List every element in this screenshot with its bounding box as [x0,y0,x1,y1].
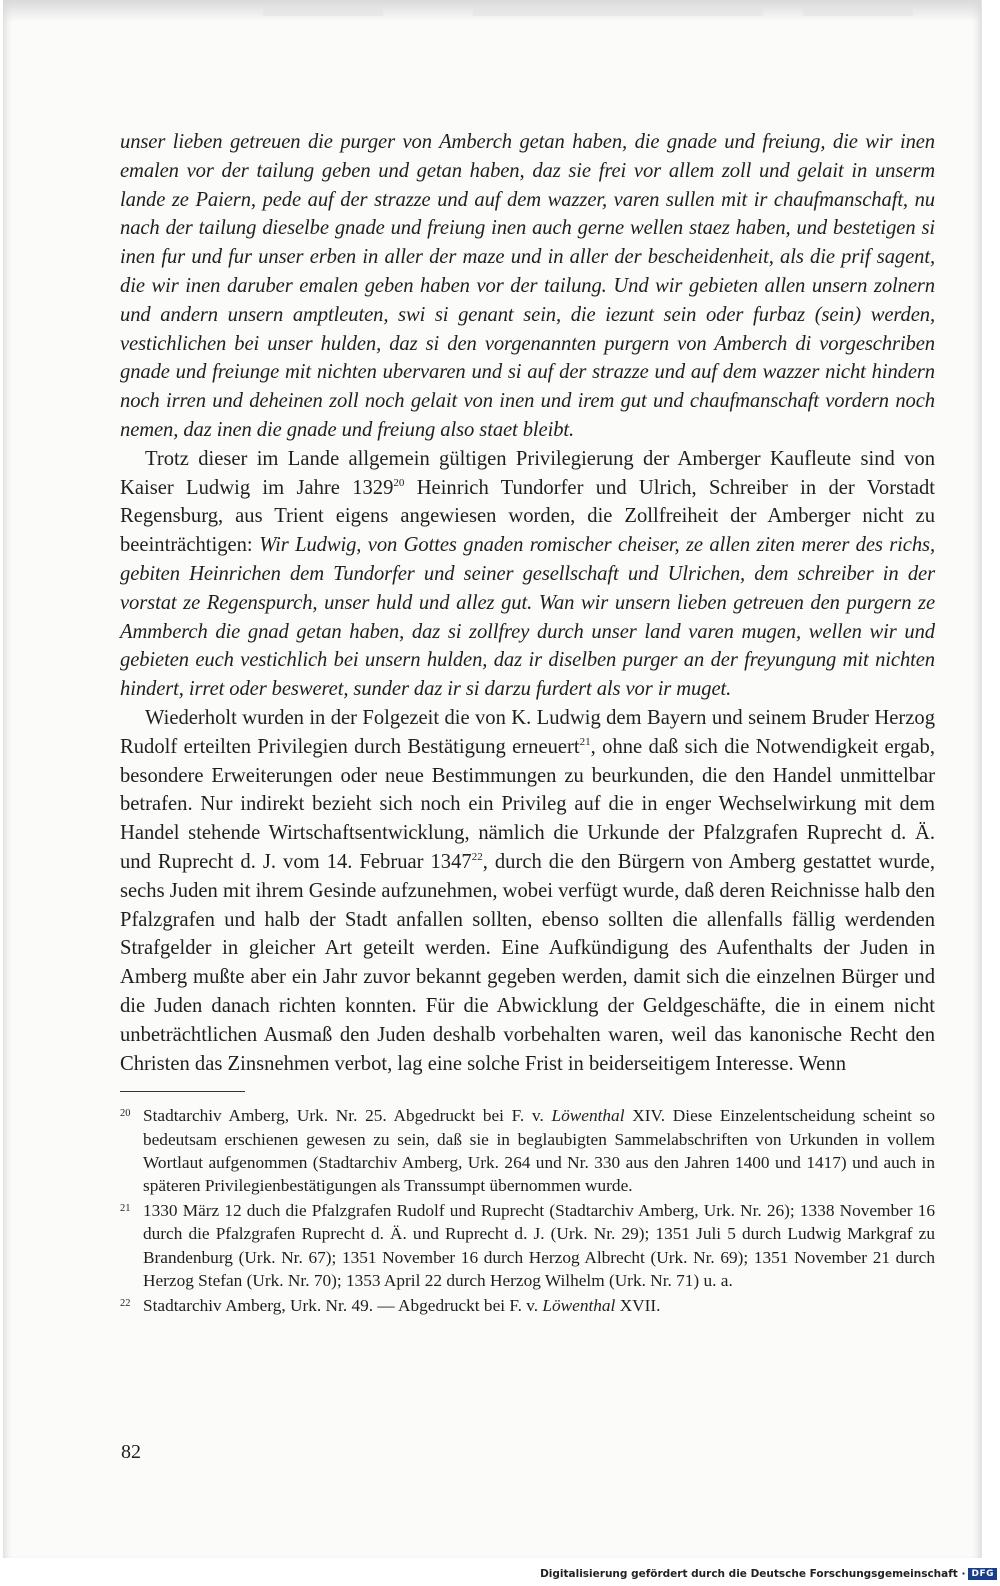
footnote-21 [120,1199,935,1292]
body-text: Trotz dieser im Lande allgemein gültigen Privilegierung der Amberger Kaufleute sind von Kaiser Ludwig im Jahre 1329 [120,447,935,499]
body-text: Heinrich Tundorfer und Ulrich, Schreiber in der Vorstadt Regensburg, aus Trient eigens angewiesen worden, die Zollfreiheit der Amberger nicht zu beeinträchtigen: [120,476,935,557]
footnote-ref-22[interactable]: 22 [471,851,483,864]
page-number: 82 [121,1441,141,1463]
bleed-through-mark [263,6,383,16]
footnote-ref-20[interactable]: 20 [393,476,405,489]
bleed-through-mark [803,6,913,16]
credit-text: Digitalisierung gefördert durch die Deutsche Forschungsgemeinschaft · [540,1568,966,1580]
footnote-text: XIV. Diese Einzelentscheidung scheint so bedeutsam erschienen gewesen zu sein, daß sie in beglaubigten Sammelabschriften von Urkunden in vollem Wortlaut aufgenommen (Stadtarchiv Amberg, Urk. 264 und Nr. 330 aus den Jahren 1400 und 1417) und auch in späteren Privilegienbestätigungen als Transsumpt übernommen wurde. [143,1106,935,1195]
quoted-charter-text: unser lieben getreuen die purger von Amberch getan haben, die gnade und freiung, die wir inen emalen vor der tailung geben und getan haben, daz sie frei vor allem zoll und gelait in unserm lande ze Paiern, pede auf der strazze und auf dem wazzer, varen sullen mit ir chaufmanschaft, nu nach der tailung dieselbe gnade und freiung inen auch gerne wellen staez haben, und bestetigen si inen fur und fur unser erben in aller der maze und in aller der bescheidenheit, als die prif sagent, die wir inen daruber emalen geben haben vor der tailung. Und wir gebieten allen unsern zolnern und andern unsern amptleuten, swi si genant sein, die iezunt sein oder furbaz (sein) werden, vestichlichen bei unser hulden, daz si den vorgenannten purgern von Amberch di vorgeschriben gnade und freiunge mit nichten ubervaren und si auf der strazze und auf dem wazzer nicht hindern noch irren und deheinen zoll noch gelait von inen und irem gut und chaufmanschaft vordern noch nemen, daz inen die gnade und freiung also staet bleibt. [120,131,935,441]
footnote-20 [120,1104,935,1197]
page-body [120,128,935,1319]
author-name: Löwenthal [542,1295,616,1315]
footnote-number: 20 [120,1108,131,1120]
digitization-credit [540,1565,997,1583]
body-text: , ohne daß sich die Notwendigkeit ergab, besondere Erweiterungen oder neue Bestimmungen zu beurkunden, die den Handel unmittelbar betrafen. Nur indirekt bezieht sich noch ein Privileg auf die in enger Wechselwirkung mit dem Handel stehende Wirtschaftsentwicklung, nämlich die Urkunde der Pfalzgrafen Ruprecht d. Ä. und Ruprecht d. J. vom 14. Februar 1347 [120,735,935,873]
footnote-text: 1330 März 12 duch die Pfalzgrafen Rudolf und Ruprecht (Stadtarchiv Amberg, Urk. Nr. 26); 1338 November 16 durch die Pfalzgrafen Ruprecht d. Ä. und Ruprecht d. J. (Urk. Nr. 29); 1351 Juli 5 durch Ludwig Markgraf zu Brandenburg (Urk. Nr. 67); 1351 November 16 durch Herzog Albrecht (Urk. Nr. 69); 1351 November 21 durch Herzog Stefan (Urk. Nr. 70); 1353 April 22 durch Herzog Wilhelm (Urk. Nr. 71) u. a. [143,1201,935,1290]
quoted-charter-text: Wir Ludwig, von Gottes gnaden romischer cheiser, ze allen ziten merer des richs, gebiten Heinrichen dem Tundorfer und seiner gesellschaft und Ulrichen, dem schreiber in der vorstat ze Regenspurch, unser huld und allez gut. Wan wir unsern lieben getreuen den purgern ze Ammberch die gnad getan haben, daz si zollfrey durch unser land varen mugen, wellen wir und gebieten euch vestichlich bei unsern hulden, daz ir diselben purger an der freyungung mit nichten hindert, irret oder besweret, sunder daz ir si darzu furdert als vor ir muget. [120,534,936,701]
bleed-through-mark [473,6,763,16]
body-paragraph [120,445,935,704]
body-text: Wiederholt wurden in der Folgezeit die von K. Ludwig dem Bayern und seinem Bruder Herzog Rudolf erteilten Privilegien durch Bestätigung erneuert [120,706,935,758]
footnote-text: XVII. [615,1295,661,1315]
body-text: , durch die den Bürgern von Amberg gestattet wurde, sechs Juden mit ihrem Gesinde aufzunehmen, wobei verfügt wurde, daß deren Reichnisse halb den Pfalzgrafen und halb der Stadt anfallen sollten, ebenso sollten die allenfalls fällig werdenden Strafgelder in gleicher Art geteilt werden. Eine Aufkündigung des Aufenthalts der Juden in Amberg mußte aber ein Jahr zuvor bekannt gegeben werden, damit sich die einzelnen Bürger und die Juden danach richten konnten. Für die Abwicklung der Geldgeschäfte, die in einem nicht unbeträchtlichen Ausmaß den Juden deshalb vorbehalten waren, weil das kanonische Recht den Christen das Zinsnehmen verbot, lag eine solche Frist in beiderseitigem Interesse. Wenn [120,850,935,1075]
footnote-number: 21 [120,1203,131,1215]
body-paragraph [120,704,935,1078]
author-name: Löwenthal [551,1106,625,1126]
footnote-text: Stadtarchiv Amberg, Urk. Nr. 25. Abgedruckt bei F. v. [143,1106,552,1126]
footnote-text: Stadtarchiv Amberg, Urk. Nr. 49. — Abgedruckt bei F. v. [143,1295,543,1315]
dfg-logo: DFG [968,1568,997,1580]
footnote-22 [120,1294,935,1317]
footnotes [120,1104,935,1317]
footnote-separator [120,1091,245,1092]
footnote-number: 22 [120,1297,131,1309]
footnote-ref-21[interactable]: 21 [579,735,591,748]
